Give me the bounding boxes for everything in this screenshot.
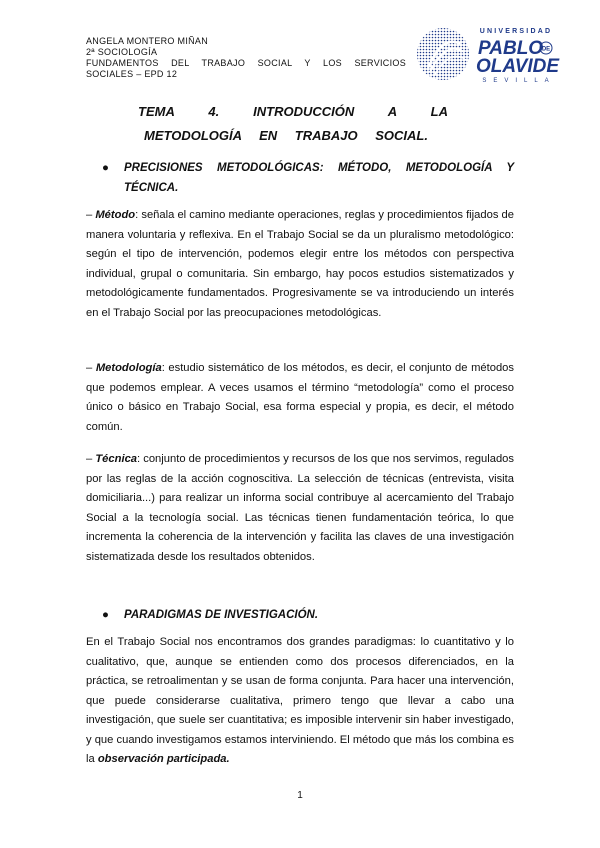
dash: – bbox=[86, 209, 96, 221]
bullet-icon: ● bbox=[102, 609, 109, 621]
section-heading-text: PARADIGMAS DE INVESTIGACIÓN. bbox=[124, 609, 319, 621]
bullet-icon: ● bbox=[102, 162, 109, 174]
logo-name-2: OLAVIDE bbox=[476, 56, 560, 77]
university-logo bbox=[416, 24, 562, 84]
subject-line-1: FUNDAMENTOS DEL TRABAJO SOCIAL Y LOS SERVICIOS bbox=[86, 58, 406, 68]
dash: – bbox=[86, 453, 96, 465]
document-header bbox=[86, 36, 406, 80]
section-heading-precisiones bbox=[102, 158, 514, 198]
logo-top-text: UNIVERSIDAD bbox=[479, 28, 553, 35]
definition-tecnica: : conjunto de procedimientos y recursos de los que nos servimos, regulados por las reglas de la acción cognoscitiva. La selección de técnicas (entrevista, visita domiciliaria...) para realizar un informa social contribuye al acercamiento del Trabajo Social a la tecnología social. Las técnicas tienen fundamentación teórica, lo que incrementa la coherencia de la intervención y facilita las claves de una investigación sistematizada desde los resultados obtenidos. bbox=[86, 453, 514, 563]
definition-metodo: : señala el camino mediante operaciones, reglas y procedimientos fijados de manera voluntaria y reflexiva. En el Trabajo Social se da un pluralismo metodológico: según el tipo de intervención, podemos elegir entre los métodos con perspectiva individual, grupal o comunitaria. Sin embargo, hay pocos estudios sistematizados y metodológicamente fundamentados. Progresivamente se va introduciendo un interés en el Trabajo Social por las preocupaciones metodológicas. bbox=[86, 209, 514, 319]
logo-de: DE bbox=[541, 46, 551, 53]
definition-metodologia: : estudio sistemático de los métodos, es decir, el conjunto de métodos que podemos emplear. A veces usamos el término “metodología” como el proceso único o básico en Trabajo Social, esa forma especial y propia, es decir, el método común. bbox=[86, 362, 514, 433]
document-title bbox=[138, 100, 448, 148]
paragraph-metodologia bbox=[86, 359, 514, 437]
paradigmas-text: En el Trabajo Social nos encontramos dos grandes paradigmas: lo cuantitativo y lo cualitativo, que, aunque se entienden como dos procesos diferenciados, en la práctica, se retroalimentan y se usan de forma conjunta. Para hacer una intervención, que puede considerarse cualitativa, primero tengo que llevar a cabo una investigación, que suele ser cuantitativa; es imposible intervenir sin haber investigado, y que cuando investigamos estamos interviniendo. El método que más los combina es la bbox=[86, 636, 514, 765]
university-logo-graphic bbox=[416, 24, 562, 84]
paragraph-metodo bbox=[86, 206, 514, 323]
observacion-participada: observación participada. bbox=[97, 753, 230, 765]
author-name: ANGELA MONTERO MIÑAN bbox=[86, 36, 209, 46]
dash: – bbox=[86, 362, 96, 374]
title-line-2: METODOLOGÍA EN TRABAJO SOCIAL. bbox=[144, 128, 428, 143]
paragraph-paradigmas bbox=[86, 633, 514, 770]
term-metodologia: Metodología bbox=[95, 362, 162, 374]
term-tecnica: Técnica bbox=[95, 453, 138, 465]
paragraph-tecnica bbox=[86, 450, 514, 567]
logo-bottom-text: SEVILLA bbox=[482, 78, 556, 84]
page-number: 1 bbox=[297, 790, 303, 801]
term-metodo: Método bbox=[95, 209, 136, 221]
section-heading-paradigmas bbox=[102, 605, 514, 625]
section-heading-text: PRECISIONES METODOLÓGICAS: MÉTODO, METODOLOGÍA Y TÉCNICA. bbox=[124, 162, 514, 194]
course-name: 2ª SOCIOLOGÍA bbox=[86, 47, 158, 57]
subject-line-2: SOCIALES – EPD 12 bbox=[86, 69, 178, 79]
title-line-1: TEMA 4. INTRODUCCIÓN A LA bbox=[138, 104, 448, 119]
logo-name-1: PABLO bbox=[478, 38, 544, 59]
